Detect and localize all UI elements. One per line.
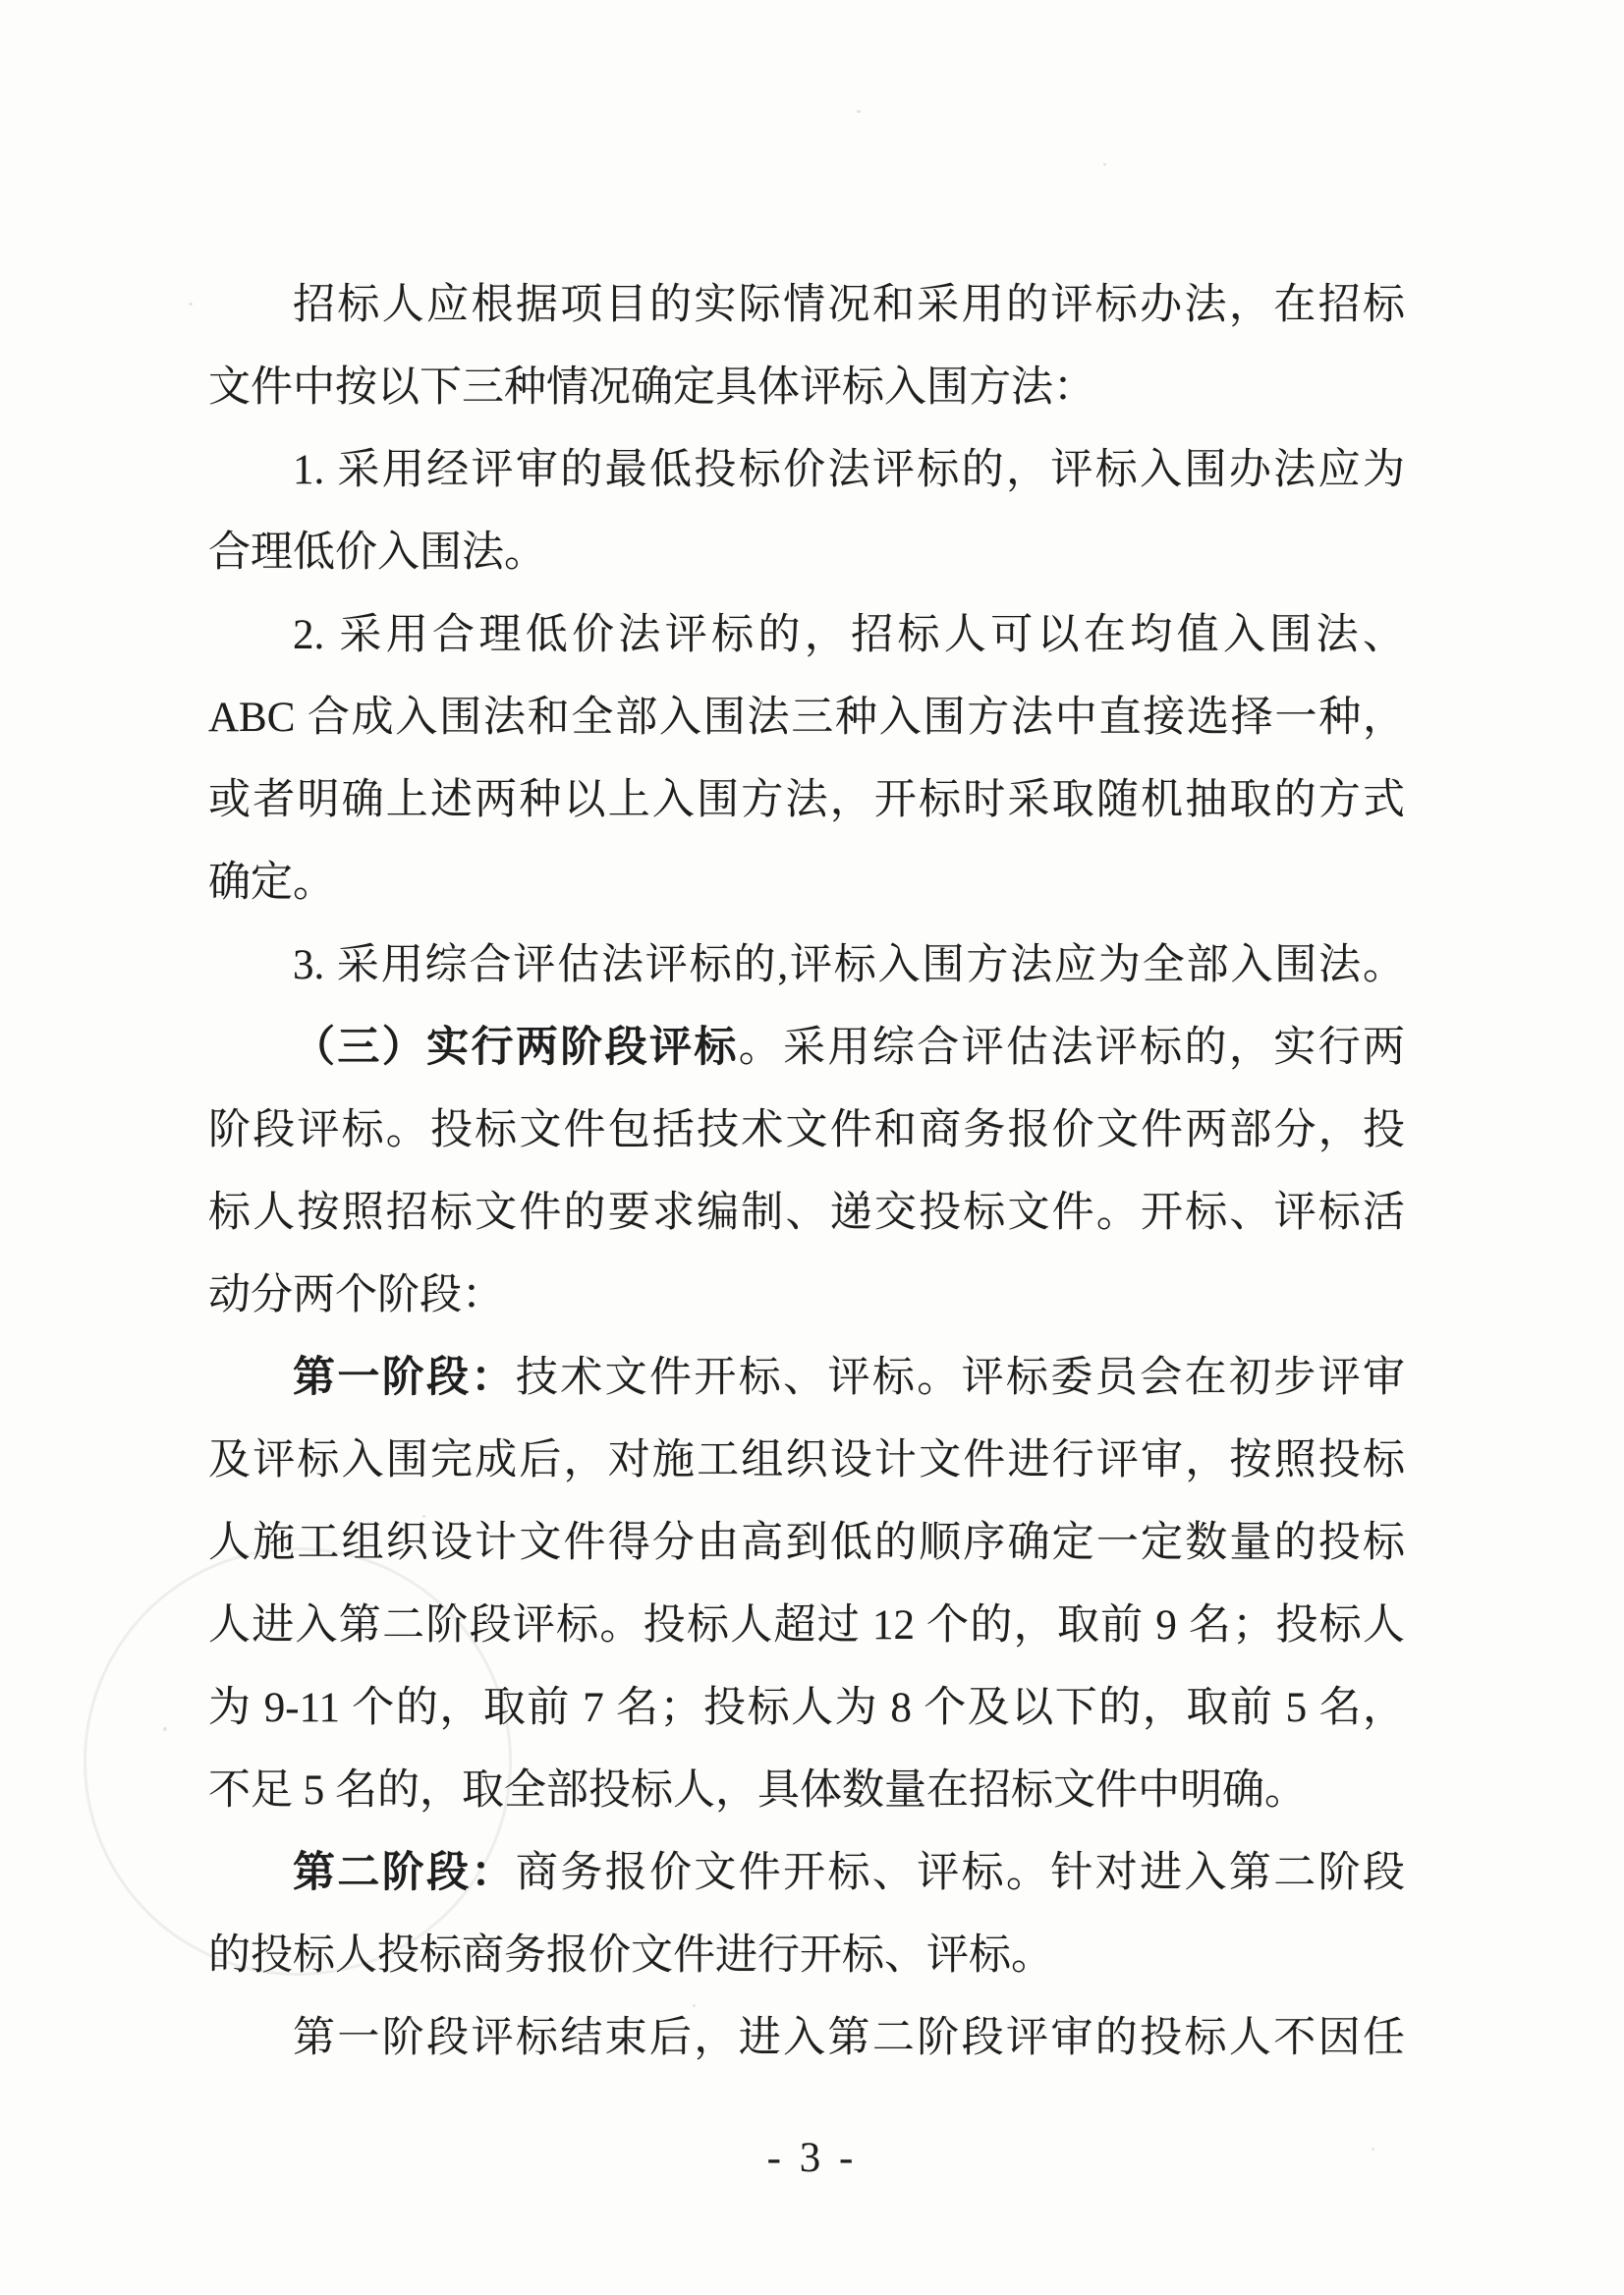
text-segment: 为 9-11 个的，取前 7 名；投标人为 8 个及以下的，取前 5 名， bbox=[208, 1685, 1405, 1731]
text-segment: 或者明确上述两种以上入围方法，开标时采取随机抽取的方式 bbox=[208, 777, 1405, 823]
text-segment: 第一阶段评标结束后，进入第二阶段评审的投标人不因任 bbox=[293, 2015, 1405, 2061]
text-line bbox=[208, 1255, 1405, 1337]
scan-speck bbox=[163, 1727, 167, 1731]
text-segment: 确定。 bbox=[208, 860, 335, 906]
text-segment: 3. 采用综合评估法评标的,评标入围方法应为全部入围法。 bbox=[293, 942, 1405, 988]
text-line bbox=[208, 1007, 1405, 1090]
text-segment: 技术文件开标、评标。评标委员会在初步评审 bbox=[515, 1355, 1405, 1401]
text-segment: 人施工组织设计文件得分由高到低的顺序确定一定数量的投标 bbox=[208, 1520, 1405, 1566]
text-segment: 阶段评标。投标文件包括技术文件和商务报价文件两部分，投 bbox=[208, 1107, 1405, 1153]
text-segment: 的投标人投标商务报价文件进行开标、评标。 bbox=[208, 1932, 1053, 1979]
text-segment: 商务报价文件开标、评标。针对进入第二阶段 bbox=[515, 1850, 1405, 1896]
text-line bbox=[208, 594, 1405, 677]
text-line bbox=[208, 1172, 1405, 1255]
text-segment: 动分两个阶段： bbox=[208, 1272, 504, 1318]
text-line bbox=[208, 842, 1405, 924]
text-segment: 。采用综合评估法评标的，实行两 bbox=[738, 1025, 1405, 1071]
text-segment: 招标人应根据项目的实际情况和采用的评标办法，在招标 bbox=[293, 282, 1405, 328]
text-segment: 合理低价入围法。 bbox=[208, 530, 546, 576]
text-segment: 不足 5 名的，取全部投标人，具体数量在招标文件中明确。 bbox=[208, 1767, 1307, 1814]
text-line bbox=[208, 677, 1405, 759]
text-segment: 2. 采用合理低价法评标的，招标人可以在均值入围法、 bbox=[293, 612, 1405, 658]
text-line bbox=[208, 1090, 1405, 1172]
text-line bbox=[208, 1832, 1405, 1915]
text-line bbox=[208, 1502, 1405, 1585]
scan-speck bbox=[857, 110, 861, 113]
text-segment: 1. 采用经评审的最低投标价法评标的，评标入围办法应为 bbox=[293, 447, 1405, 493]
text-line bbox=[208, 1585, 1405, 1667]
text-line bbox=[208, 1420, 1405, 1502]
text-segment: 文件中按以下三种情况确定具体评标入围方法： bbox=[208, 364, 1095, 411]
text-segment-bold: 第一阶段： bbox=[293, 1355, 516, 1401]
text-segment-bold: 第二阶段： bbox=[293, 1850, 516, 1896]
text-segment: 人进入第二阶段评标。投标人超过 12 个的，取前 9 名；投标人 bbox=[208, 1602, 1405, 1649]
text-line bbox=[208, 347, 1405, 429]
text-line bbox=[208, 264, 1405, 347]
text-line bbox=[208, 759, 1405, 842]
text-line bbox=[208, 1997, 1405, 2080]
scan-speck bbox=[189, 303, 193, 306]
page-number: - 3 - bbox=[766, 2135, 858, 2181]
text-line bbox=[208, 924, 1405, 1007]
text-line bbox=[208, 1915, 1405, 1997]
scan-speck bbox=[1103, 163, 1106, 166]
document-body bbox=[208, 264, 1405, 2080]
text-segment: 标人按照招标文件的要求编制、递交投标文件。开标、评标活 bbox=[208, 1190, 1405, 1236]
text-line bbox=[208, 429, 1405, 512]
text-segment: 及评标入围完成后，对施工组织设计文件进行评审，按照投标 bbox=[208, 1437, 1405, 1483]
text-line bbox=[208, 1337, 1405, 1420]
text-line bbox=[208, 1667, 1405, 1750]
text-line bbox=[208, 512, 1405, 594]
text-segment: ABC 合成入围法和全部入围法三种入围方法中直接选择一种， bbox=[208, 695, 1405, 741]
text-segment-bold: （三）实行两阶段评标 bbox=[293, 1025, 739, 1071]
text-line bbox=[208, 1750, 1405, 1832]
